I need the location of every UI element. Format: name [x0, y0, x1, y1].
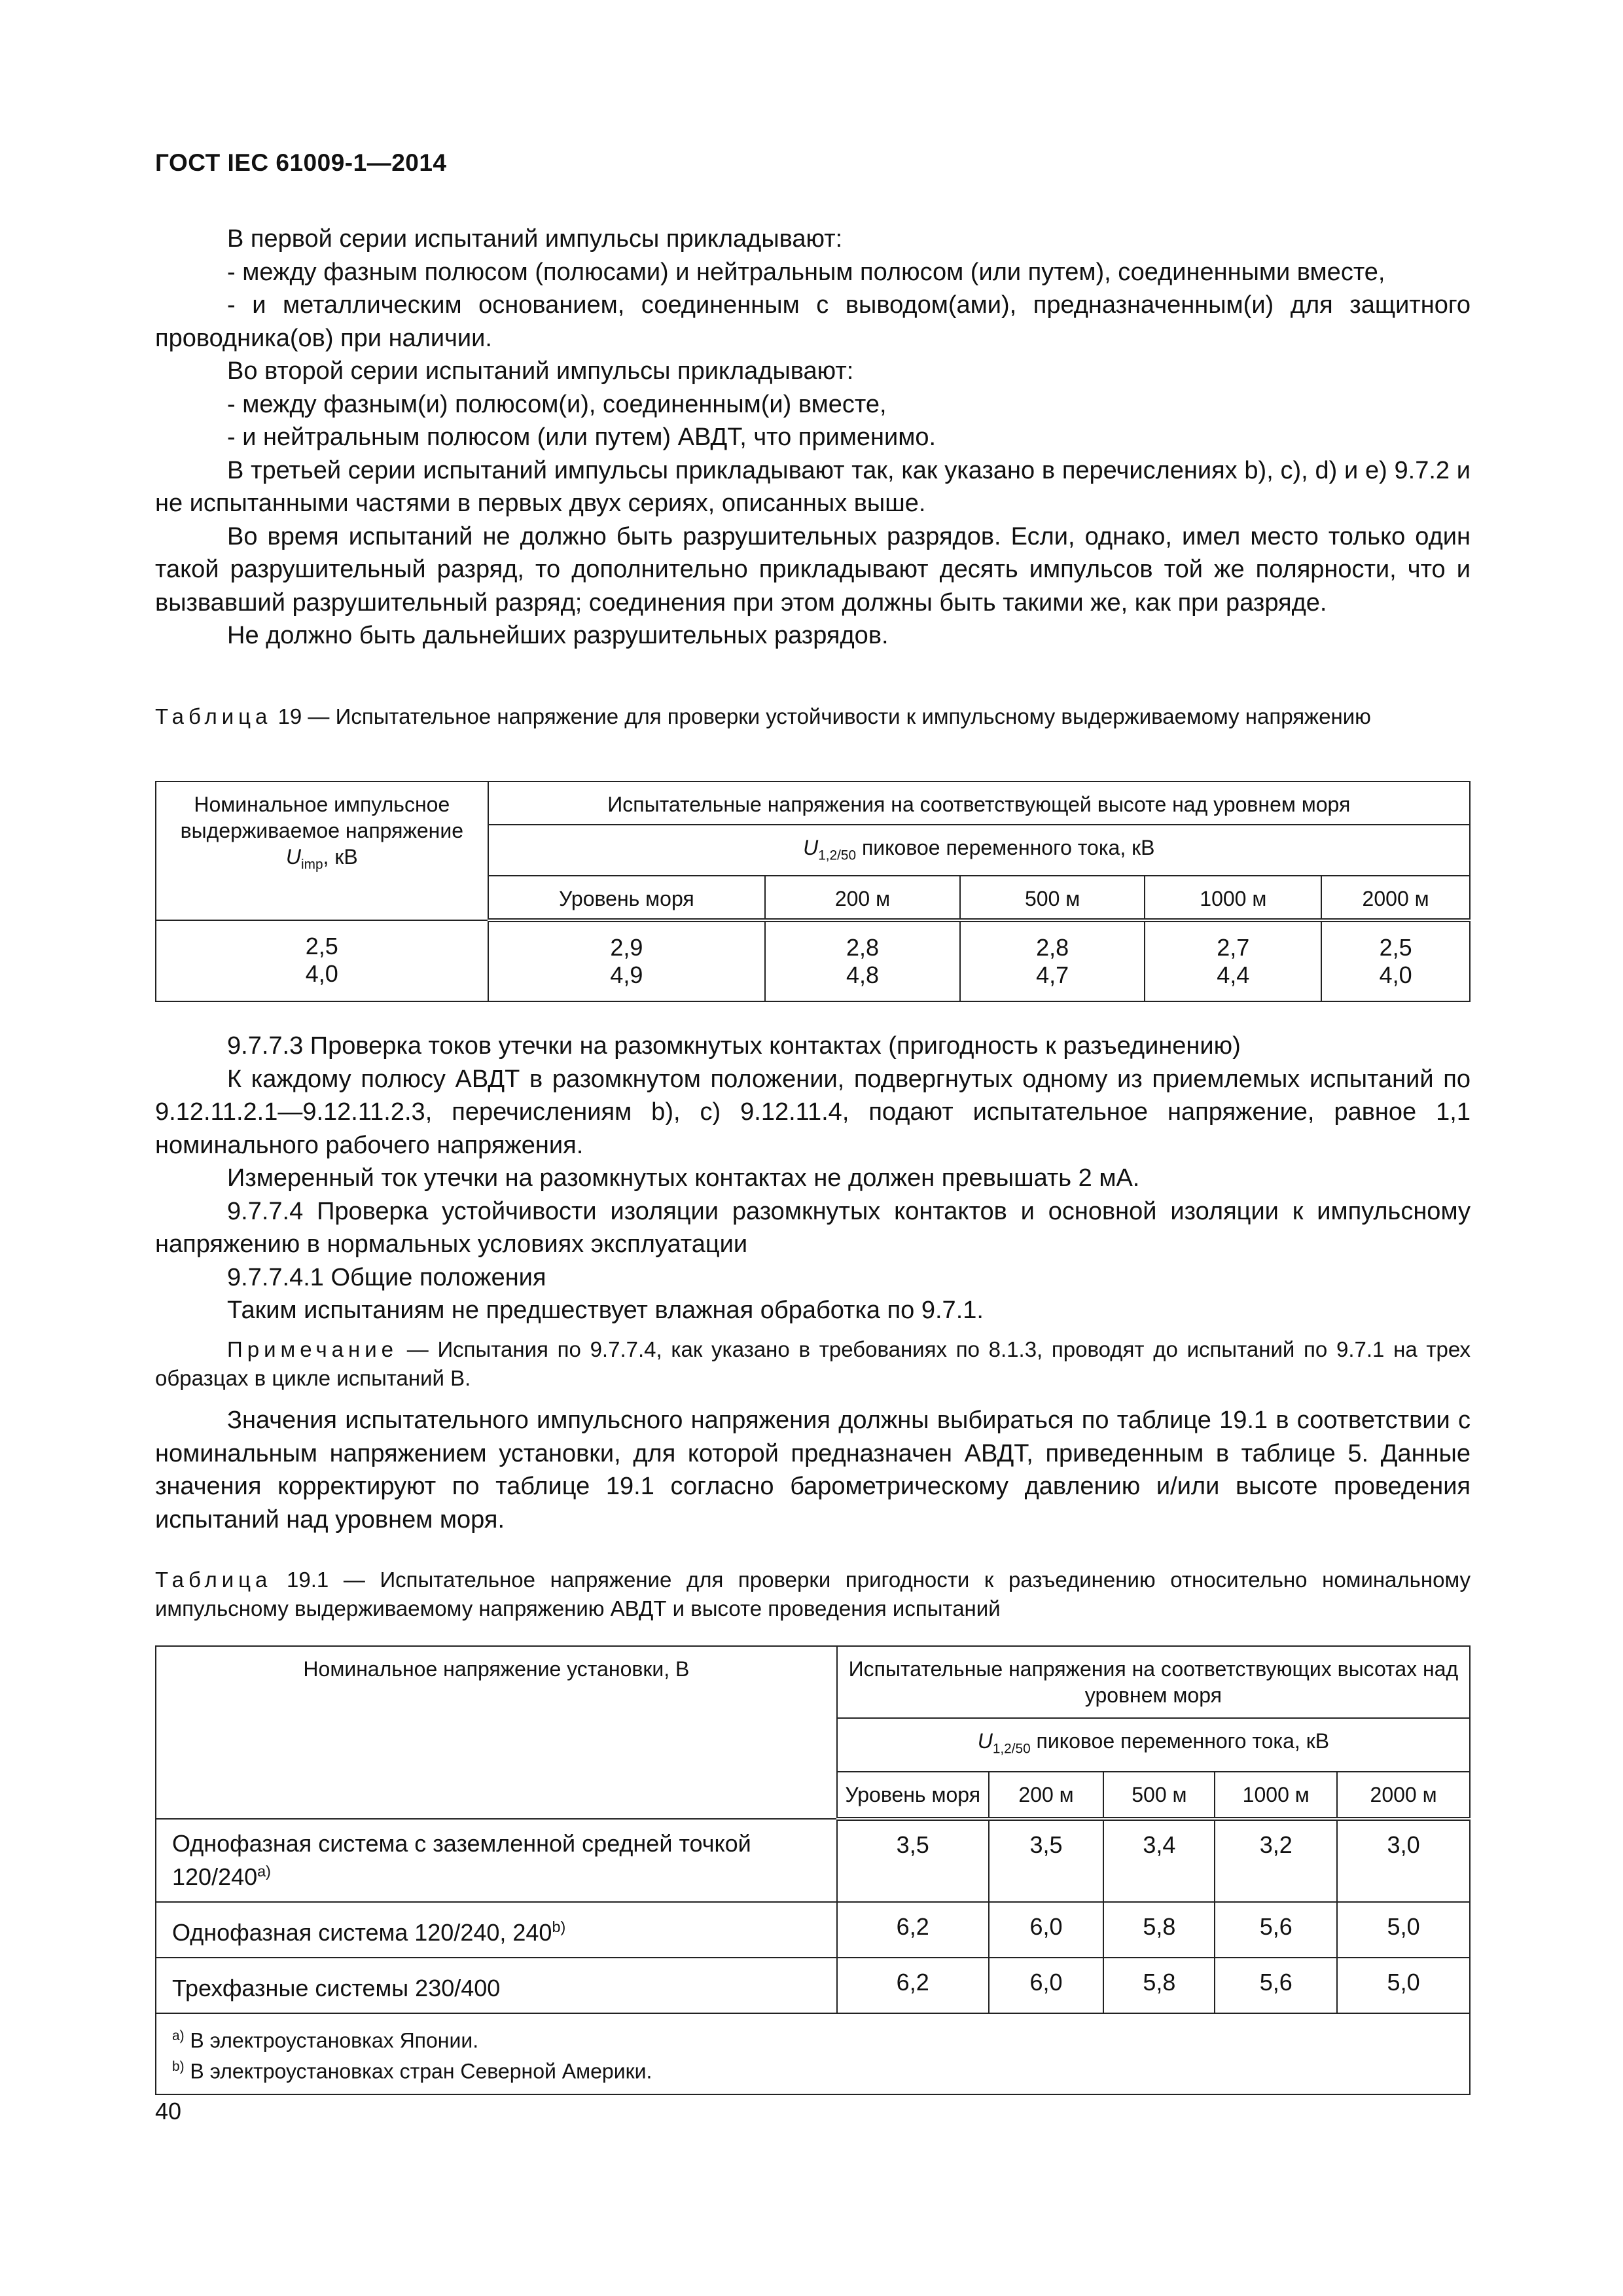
caption-label: Таблица	[155, 1568, 272, 1592]
caption-text: 19 — Испытательное напряжение для проверки устойчивости к импульсному выдерживаемому напряжению	[277, 704, 1371, 728]
footnote-cell	[156, 2013, 1470, 2094]
value-cell: 3,4	[1103, 1819, 1215, 1902]
table-row	[156, 1958, 1470, 2013]
altitude-header: 500 м	[1103, 1772, 1215, 1819]
value-cell: 5,8	[1103, 1958, 1215, 2013]
paragraph: Измеренный ток утечки на разомкнутых контактах не должен превышать 2 мА.	[227, 1164, 1140, 1192]
altitude-header: 1000 м	[1145, 876, 1321, 920]
note-text: — Испытания по 9.7.7.4, как указано в требованиях по 8.1.3, проводят до испытаний по 9.7.1 на трех образцах в цикле испытаний В.	[155, 1337, 1471, 1390]
paragraph: - между фазным(и) полюсом(и), соединенным(и) вместе,	[227, 390, 887, 418]
altitude-header: 1000 м	[1215, 1772, 1337, 1819]
value-cell: 5,8	[1103, 1902, 1215, 1958]
table191-col1-header: Номинальное напряжение установки, В	[156, 1646, 837, 1819]
value-cell: 2,8 4,7	[960, 920, 1145, 1001]
value-cell: 6,0	[989, 1902, 1104, 1958]
nominal-cell: 2,5 4,0	[156, 920, 488, 1001]
value-cell: 5,0	[1337, 1958, 1470, 2013]
value-cell: 3,0	[1337, 1819, 1470, 1902]
values-paragraph	[155, 1404, 1471, 1536]
value-cell: 5,0	[1337, 1902, 1470, 1958]
value-cell: 3,5	[837, 1819, 989, 1902]
page-number: 40	[155, 2098, 182, 2125]
value-cell: 2,7 4,4	[1145, 920, 1321, 1001]
paragraph: В третьей серии испытаний импульсы прикладывают так, как указано в перечислениях b), c), d) и e) 9.7.2 и не испытанными частями в первых двух сериях, описанных выше.	[155, 456, 1471, 517]
altitude-header: 200 м	[989, 1772, 1104, 1819]
table19-caption	[155, 702, 1471, 731]
table19-col1-header: Номинальное импульсное выдерживаемое напряжение $U_{imp}$, кВ	[156, 781, 488, 920]
footnote: $^{a)}$ В электроустановках Японии.	[172, 2028, 479, 2053]
system-cell: Однофазная система с заземленной средней точкой 120/240$^{a)}$	[156, 1819, 837, 1902]
value-cell: 6,0	[989, 1958, 1104, 2013]
value-cell: 2,9 4,9	[488, 920, 766, 1001]
altitude-header: 2000 м	[1321, 876, 1470, 920]
altitude-header: Уровень моря	[837, 1772, 989, 1819]
system-cell: Трехфазные системы 230/400	[156, 1958, 837, 2013]
paragraph: Не должно быть дальнейших разрушительных разрядов.	[227, 622, 889, 649]
paragraph: Таким испытаниям не предшествует влажная обработка по 9.7.1.	[227, 1297, 984, 1324]
table-row	[156, 920, 1470, 1001]
altitude-header: Уровень моря	[488, 876, 766, 920]
value-cell: 6,2	[837, 1902, 989, 1958]
intro-paragraphs	[155, 223, 1471, 653]
value-cell: 2,8 4,8	[765, 920, 960, 1001]
value-cell: 5,6	[1215, 1958, 1337, 2013]
value-cell: 3,5	[989, 1819, 1104, 1902]
footnote: $^{b)}$ В электроустановках стран Северной Америки.	[172, 2059, 652, 2083]
altitude-header: 200 м	[765, 876, 960, 920]
paragraph: 9.7.7.4 Проверка устойчивости изоляции разомкнутых контактов и основной изоляции к импульсному напряжению в нормальных условиях эксплуатации	[155, 1197, 1471, 1258]
paragraph: Значения испытательного импульсного напряжения должны выбираться по таблице 19.1 в соответствии с номинальным напряжением установки, для которой предназначен АВДТ, приведенным в таблице 5. Данные значения корректируют по таблице 19.1 согласно барометрическому давлению и/или высоте проведения испытаний над уровнем моря.	[155, 1407, 1471, 1534]
table-19-1	[155, 1645, 1471, 2095]
section-paragraphs	[155, 1030, 1471, 1327]
document-header: ГОСТ IEC 61009-1—2014	[155, 149, 447, 176]
caption-text: 19.1 — Испытательное напряжение для проверки пригодности к разъединению относительно номинальному импульсному выдерживаемому напряжению АВДТ и высоте проведения испытаний	[155, 1568, 1471, 1621]
system-cell: Однофазная система 120/240, 240$^{b)}$	[156, 1902, 837, 1958]
altitude-header: 500 м	[960, 876, 1145, 920]
value-cell: 3,2	[1215, 1819, 1337, 1902]
caption-label: Таблица	[155, 704, 272, 728]
table-row	[156, 1902, 1470, 1958]
paragraph: 9.7.7.4.1 Общие положения	[227, 1263, 546, 1291]
table-footnotes	[156, 2013, 1470, 2094]
value-cell: 2,5 4,0	[1321, 920, 1470, 1001]
table-row	[156, 1819, 1470, 1902]
table19-group-header: Испытательные напряжения на соответствующей высоте над уровнем моря	[488, 781, 1470, 825]
paragraph: - между фазным полюсом (полюсами) и нейтральным полюсом (или путем), соединенными вместе,	[227, 258, 1385, 286]
table-19	[155, 781, 1471, 1002]
paragraph: Во время испытаний не должно быть разрушительных разрядов. Если, однако, имел место только один такой разрушительный разряд, то дополнительно прикладывают десять импульсов той же полярности, что и вызвавший разрушительный разряд; соединения при этом должны быть такими же, как при разряде.	[155, 522, 1471, 617]
note	[155, 1335, 1471, 1393]
table191-sub-header: $U_{1,2/50}$ пиковое переменного тока, кВ	[837, 1718, 1470, 1772]
note-label: Примечание	[227, 1337, 399, 1361]
paragraph: В первой серии испытаний импульсы прикладывают:	[227, 225, 843, 253]
table191-caption	[155, 1566, 1471, 1623]
value-cell: 6,2	[837, 1958, 989, 2013]
paragraph: - и нейтральным полюсом (или путем) АВДТ, что применимо.	[227, 423, 936, 451]
table191-group-header: Испытательные напряжения на соответствующих высотах над уровнем моря	[837, 1646, 1470, 1718]
value-cell: 5,6	[1215, 1902, 1337, 1958]
altitude-header: 2000 м	[1337, 1772, 1470, 1819]
table19-sub-header: $U_{1,2/50}$ пиковое переменного тока, кВ	[488, 825, 1470, 876]
paragraph: К каждому полюсу АВДТ в разомкнутом положении, подвергнутых одному из приемлемых испытаний по 9.12.11.2.1—9.12.11.2.3, перечислениям b), c) 9.12.11.4, подают испытательное напряжение, равное 1,1 номинального рабочего напряжения.	[155, 1065, 1471, 1159]
paragraph: - и металлическим основанием, соединенным с выводом(ами), предназначенным(и) для защитного проводника(ов) при наличии.	[155, 291, 1471, 352]
paragraph: 9.7.7.3 Проверка токов утечки на разомкнутых контактах (пригодность к разъединению)	[227, 1032, 1241, 1060]
paragraph: Во второй серии испытаний импульсы прикладывают:	[227, 357, 854, 385]
